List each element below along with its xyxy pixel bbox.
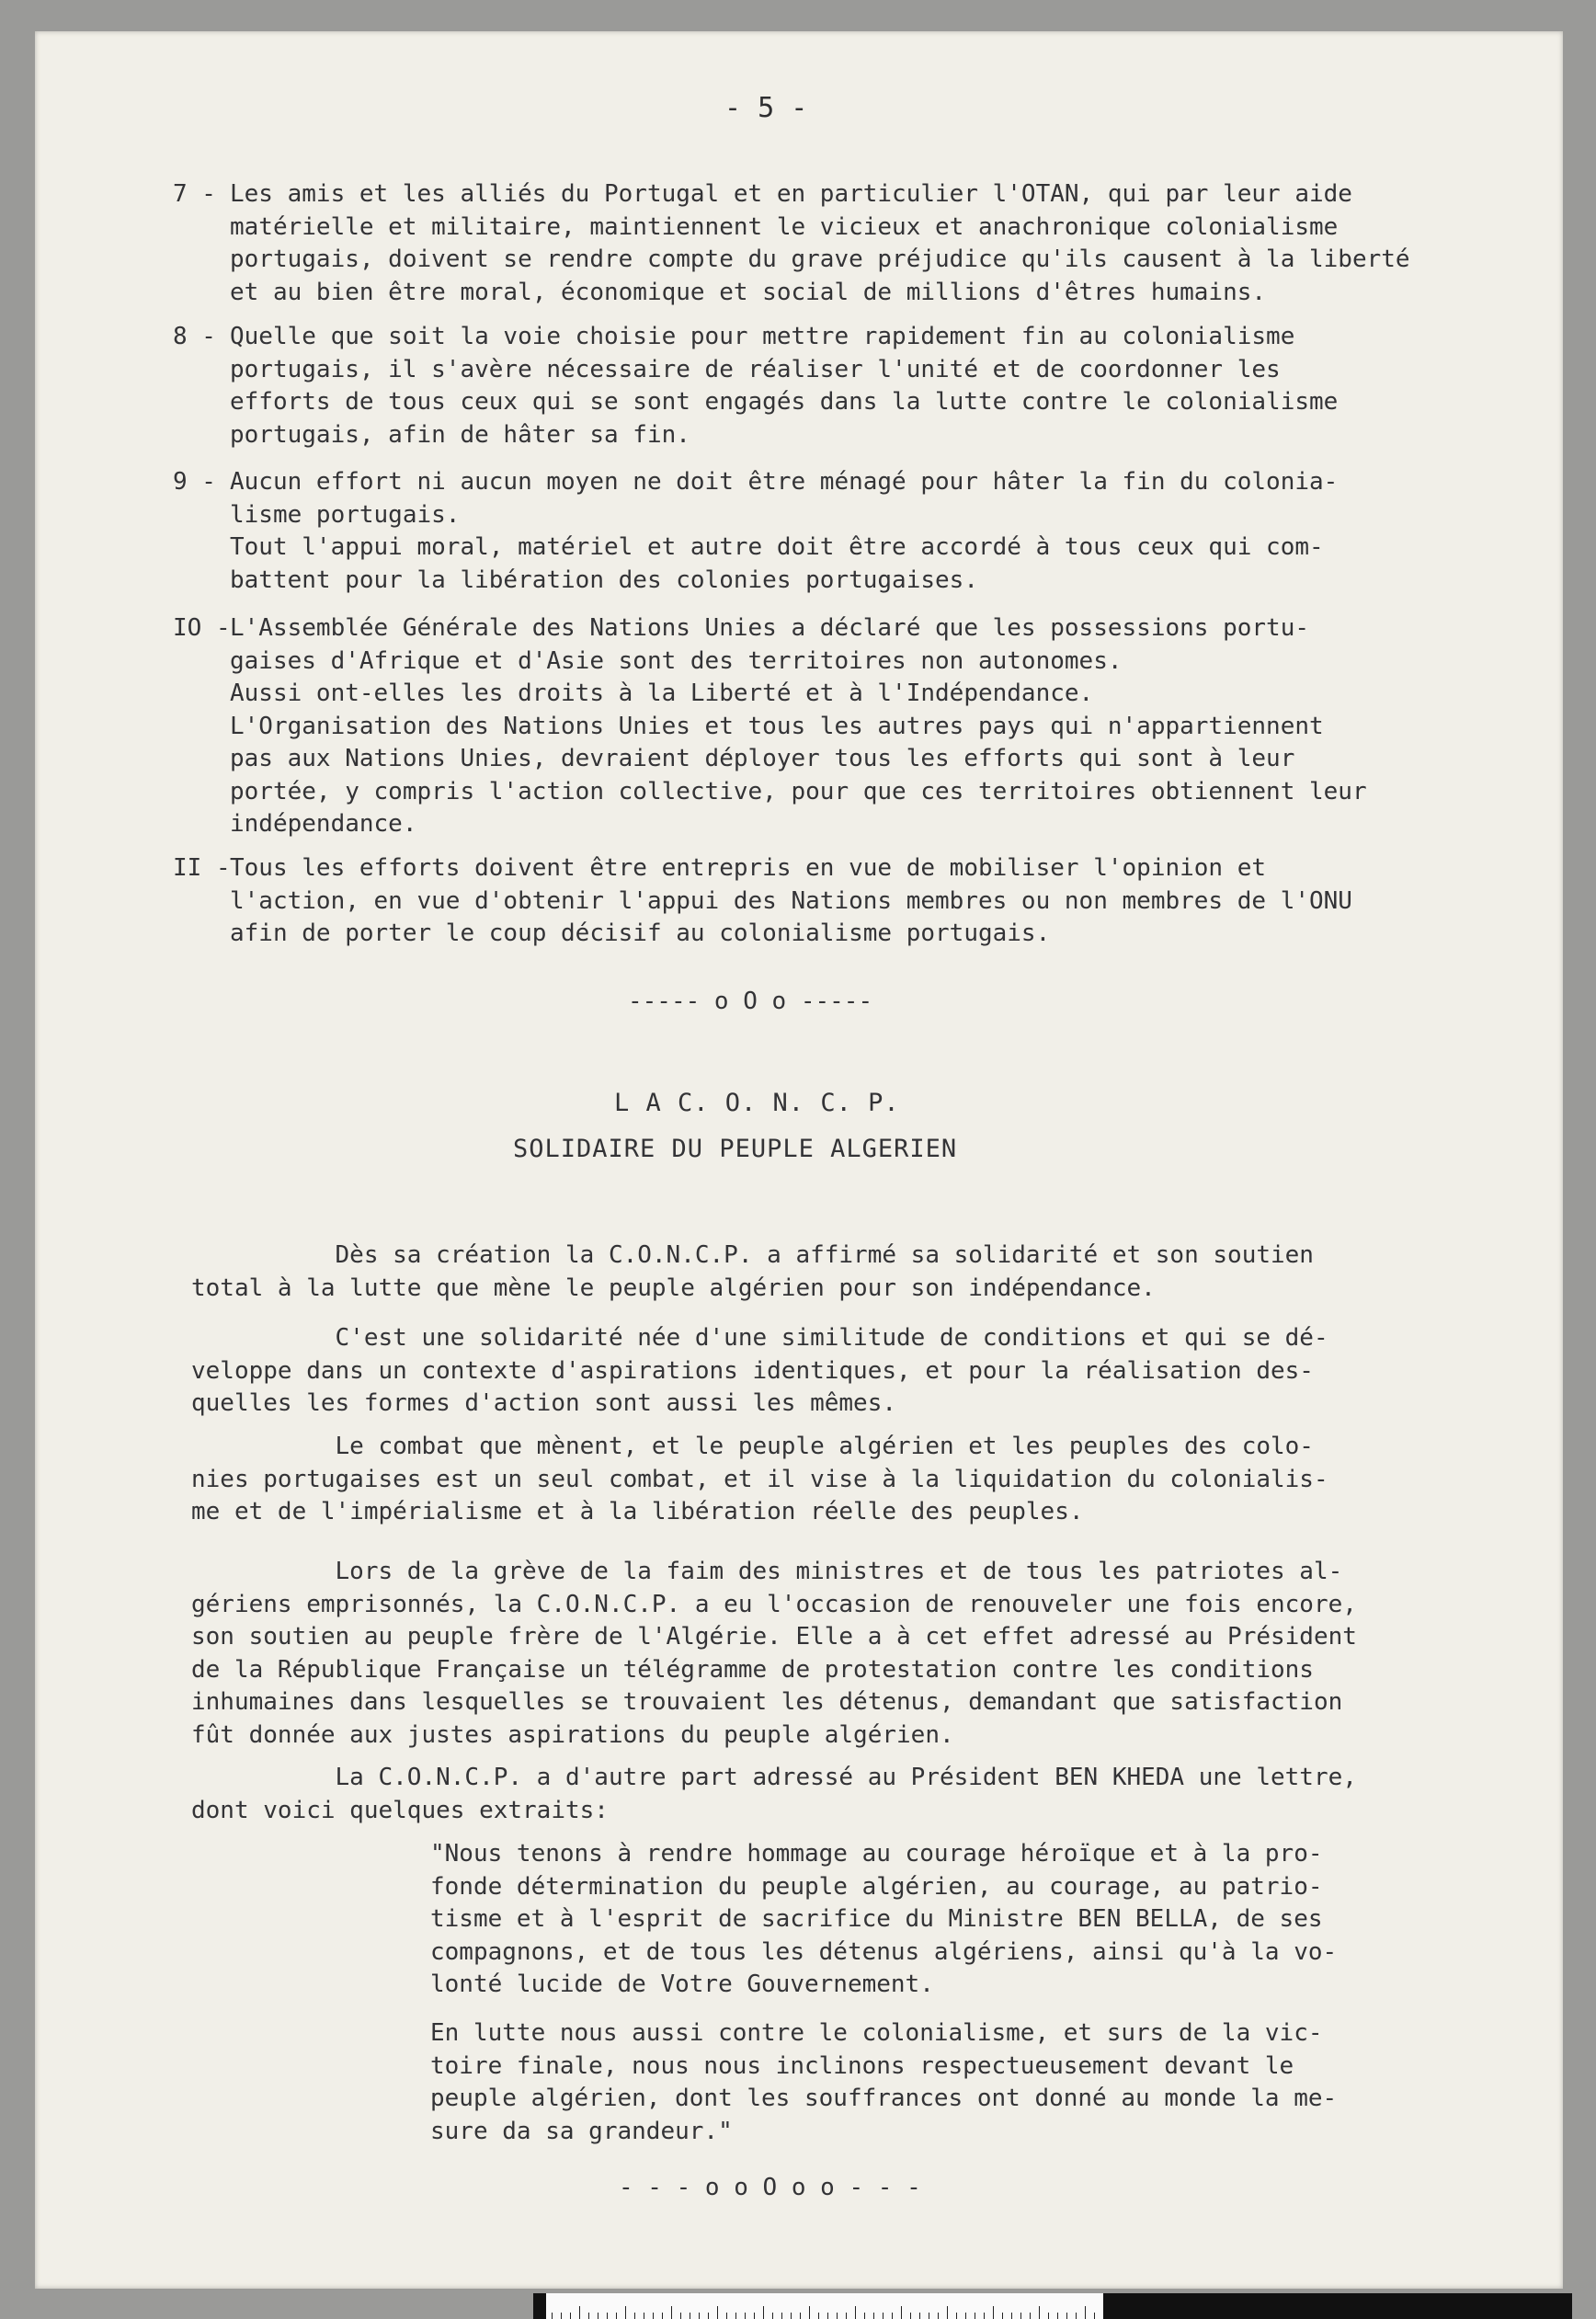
paragraph-line: Dès sa création la C.O.N.C.P. a affirmé sa solidarité et son soutien bbox=[191, 1241, 1314, 1269]
paragraph-line: inhumaines dans lesquelles se trouvaient les détenus, demandant que satisfaction bbox=[191, 1688, 1343, 1716]
list-item-line: L'Assemblée Générale des Nations Unies a déclaré que les possessions portu- bbox=[230, 614, 1309, 642]
list-item-number: 8 - bbox=[173, 323, 216, 350]
list-item-line: Quelle que soit la voie choisie pour mettre rapidement fin au colonialisme bbox=[230, 323, 1295, 350]
paragraph-line: Le combat que mènent, et le peuple algérien et les peuples des colo- bbox=[191, 1433, 1314, 1460]
quote-line: fonde détermination du peuple algérien, au courage, au patrio- bbox=[430, 1872, 1323, 1901]
quote-line: lonté lucide de Votre Gouvernement. bbox=[430, 1971, 934, 1998]
list-item-line: Tout l'appui moral, matériel et autre doit être accordé à tous ceux qui com- bbox=[230, 533, 1324, 561]
list-item-number: 9 - bbox=[173, 468, 216, 496]
paragraph-line: me et de l'impérialisme et à la libération réelle des peuples. bbox=[191, 1498, 1084, 1525]
list-item-line: pas aux Nations Unies, devraient déployer tous les efforts qui sont à leur bbox=[230, 745, 1295, 772]
list-item-line: portugais, il s'avère nécessaire de réaliser l'unité et de coordonner les bbox=[230, 355, 1281, 383]
page-number: - 5 - bbox=[724, 92, 808, 124]
quote-line: "Nous tenons à rendre hommage au courage héroïque et à la pro- bbox=[430, 1840, 1323, 1868]
paragraph-line: de la République Française un télégramme de protestation contre les conditions bbox=[191, 1655, 1314, 1684]
list-item-line: portugais, doivent se rendre compte du grave préjudice qu'ils causent à la liberté bbox=[230, 246, 1410, 273]
list-item-line: Aucun effort ni aucun moyen ne doit être ménagé pour hâter la fin du colonia- bbox=[230, 468, 1339, 496]
paragraph-line: nies portugaises est un seul combat, et il vise à la liquidation du colonialis- bbox=[191, 1465, 1328, 1493]
paragraph-line: gériens emprisonnés, la C.O.N.C.P. a eu l'occasion de renouveler une fois encore, bbox=[191, 1590, 1357, 1618]
list-item-line: indépendance. bbox=[230, 810, 417, 838]
document-page bbox=[35, 31, 1563, 2289]
list-item-line: battent pour la libération des colonies portugaises. bbox=[230, 565, 978, 594]
paragraph-line: Lors de la grève de la faim des ministres et de tous les patriotes al- bbox=[191, 1558, 1343, 1585]
list-item-line: matérielle et militaire, maintiennent le vicieux et anachronique colonialisme bbox=[230, 212, 1339, 241]
list-item-line: Les amis et les alliés du Portugal et en particulier l'OTAN, qui par leur aide bbox=[230, 180, 1352, 208]
list-item-line: L'Organisation des Nations Unies et tous les autres pays qui n'appartiennent bbox=[230, 712, 1324, 740]
paragraph-line: total à la lutte que mène le peuple algérien pour son indépendance. bbox=[191, 1274, 1156, 1302]
paragraph-line: son soutien au peuple frère de l'Algérie. Elle a à cet effet adressé au Président bbox=[191, 1623, 1357, 1651]
quote-line: peuple algérien, dont les souffrances ont donné au monde la me- bbox=[430, 2085, 1338, 2112]
list-item-line: Tous les efforts doivent être entrepris en vue de mobiliser l'opinion et bbox=[230, 854, 1267, 882]
list-item-line: efforts de tous ceux qui se sont engagés dans la lutte contre le colonialisme bbox=[230, 388, 1339, 416]
paragraph-line: dont voici quelques extraits: bbox=[191, 1796, 609, 1824]
quote-line: sure da sa grandeur." bbox=[430, 2117, 733, 2145]
paragraph-line: fût donnée aux justes aspirations du peuple algérien. bbox=[191, 1720, 954, 1749]
list-item-line: l'action, en vue d'obtenir l'appui des Nations membres ou non membres de l'ONU bbox=[230, 886, 1352, 915]
list-item-line: gaises d'Afrique et d'Asie sont des territoires non autonomes. bbox=[230, 646, 1123, 675]
paragraph-line: La C.O.N.C.P. a d'autre part adressé au Président BEN KHEDA une lettre, bbox=[191, 1764, 1357, 1791]
paragraph-line: quelles les formes d'action sont aussi les mêmes. bbox=[191, 1389, 897, 1417]
quote-line: En lutte nous aussi contre le colonialisme, et surs de la vic- bbox=[430, 2019, 1323, 2047]
quote-line: compagnons, et de tous les détenus algériens, ainsi qu'à la vo- bbox=[430, 1937, 1338, 1966]
paragraph-line: veloppe dans un contexte d'aspirations identiques, et pour la réalisation des- bbox=[191, 1356, 1314, 1385]
paragraph-line: C'est une solidarité née d'une similitude de conditions et qui se dé- bbox=[191, 1324, 1328, 1352]
quote-line: tisme et à l'esprit de sacrifice du Ministre BEN BELLA, de ses bbox=[430, 1905, 1323, 1933]
list-item-number: IO - bbox=[173, 614, 231, 642]
quote-line: toire finale, nous nous inclinons respectueusement devant le bbox=[430, 2051, 1294, 2080]
section-heading-line-1: L A C. O. N. C. P. bbox=[614, 1089, 900, 1117]
scale-ruler bbox=[533, 2293, 1572, 2319]
list-item-number: II - bbox=[173, 854, 231, 882]
list-item-line: et au bien être moral, économique et social de millions d'êtres humains. bbox=[230, 278, 1267, 306]
list-item-line: lisme portugais. bbox=[230, 500, 461, 529]
list-item-number: 7 - bbox=[173, 180, 216, 208]
separator: ----- o O o ----- bbox=[628, 988, 873, 1015]
list-item-line: afin de porter le coup décisif au colonialisme portugais. bbox=[230, 920, 1051, 947]
section-heading-line-2: SOLIDAIRE DU PEUPLE ALGERIEN bbox=[513, 1135, 958, 1163]
list-item-line: portée, y compris l'action collective, pour que ces territoires obtiennent leur bbox=[230, 777, 1367, 805]
list-item-line: Aussi ont-elles les droits à la Liberté et à l'Indépendance. bbox=[230, 680, 1094, 707]
end-separator: - - - o o O o o - - - bbox=[619, 2174, 921, 2201]
list-item-line: portugais, afin de hâter sa fin. bbox=[230, 420, 690, 449]
